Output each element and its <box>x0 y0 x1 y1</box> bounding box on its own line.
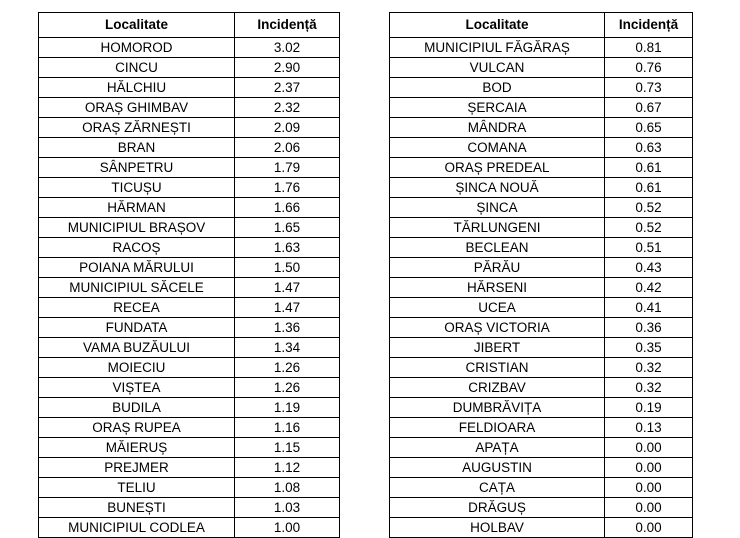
incidence-cell: 0.52 <box>605 198 693 218</box>
table-row <box>39 478 340 498</box>
incidence-cell: 2.06 <box>235 138 340 158</box>
table-row <box>39 358 340 378</box>
table-row <box>39 38 340 58</box>
locality-cell: JIBERT <box>390 338 605 358</box>
table-row <box>390 358 693 378</box>
incidence-cell: 2.32 <box>235 98 340 118</box>
header-incidence: Incidență <box>235 13 340 38</box>
table-row <box>39 338 340 358</box>
incidence-cell: 3.02 <box>235 38 340 58</box>
locality-cell: DRĂGUȘ <box>390 498 605 518</box>
incidence-cell: 1.79 <box>235 158 340 178</box>
locality-cell: ORAȘ GHIMBAV <box>39 98 235 118</box>
table-row <box>390 258 693 278</box>
table-row <box>39 218 340 238</box>
locality-cell: HĂRMAN <box>39 198 235 218</box>
locality-cell: TICUȘU <box>39 178 235 198</box>
incidence-cell: 1.47 <box>235 278 340 298</box>
incidence-cell: 0.36 <box>605 318 693 338</box>
table-row <box>39 418 340 438</box>
table-row <box>39 78 340 98</box>
locality-cell: ORAȘ VICTORIA <box>390 318 605 338</box>
locality-cell: FUNDATA <box>39 318 235 338</box>
table-body-right <box>390 38 693 538</box>
locality-cell: TELIU <box>39 478 235 498</box>
table-row <box>39 438 340 458</box>
locality-cell: TĂRLUNGENI <box>390 218 605 238</box>
table-row <box>39 298 340 318</box>
locality-cell: MUNICIPIUL SĂCELE <box>39 278 235 298</box>
incidence-cell: 0.00 <box>605 458 693 478</box>
table-row <box>39 498 340 518</box>
locality-cell: ȘERCAIA <box>390 98 605 118</box>
table-row <box>390 278 693 298</box>
locality-cell: ȘINCA <box>390 198 605 218</box>
table-row <box>390 58 693 78</box>
table-row <box>39 98 340 118</box>
table-row <box>390 378 693 398</box>
incidence-cell: 0.63 <box>605 138 693 158</box>
locality-cell: AUGUSTIN <box>390 458 605 478</box>
header-row <box>39 13 340 38</box>
incidence-cell: 0.13 <box>605 418 693 438</box>
locality-cell: RECEA <box>39 298 235 318</box>
incidence-cell: 2.37 <box>235 78 340 98</box>
table-row <box>39 118 340 138</box>
table-row <box>390 438 693 458</box>
incidence-cell: 1.47 <box>235 298 340 318</box>
locality-cell: MUNICIPIUL FĂGĂRAȘ <box>390 38 605 58</box>
table-row <box>390 498 693 518</box>
locality-cell: MÂNDRA <box>390 118 605 138</box>
incidence-cell: 0.61 <box>605 158 693 178</box>
table-body-left <box>39 38 340 538</box>
locality-cell: VAMA BUZĂULUI <box>39 338 235 358</box>
header-row <box>390 13 693 38</box>
locality-cell: CRISTIAN <box>390 358 605 378</box>
locality-cell: HOMOROD <box>39 38 235 58</box>
incidence-cell: 1.19 <box>235 398 340 418</box>
incidence-cell: 1.26 <box>235 378 340 398</box>
incidence-cell: 1.08 <box>235 478 340 498</box>
locality-cell: ȘINCA NOUĂ <box>390 178 605 198</box>
locality-cell: DUMBRĂVIȚA <box>390 398 605 418</box>
locality-cell: UCEA <box>390 298 605 318</box>
incidence-table-left <box>38 12 340 538</box>
table-row <box>39 318 340 338</box>
table-row <box>39 458 340 478</box>
table-row <box>39 138 340 158</box>
table-row <box>390 218 693 238</box>
table-row <box>390 518 693 538</box>
locality-cell: MUNICIPIUL CODLEA <box>39 518 235 538</box>
incidence-cell: 0.76 <box>605 58 693 78</box>
locality-cell: BOD <box>390 78 605 98</box>
incidence-cell: 0.19 <box>605 398 693 418</box>
table-row <box>390 238 693 258</box>
incidence-cell: 0.00 <box>605 478 693 498</box>
locality-cell: RACOȘ <box>39 238 235 258</box>
locality-cell: MUNICIPIUL BRAȘOV <box>39 218 235 238</box>
locality-cell: ORAȘ RUPEA <box>39 418 235 438</box>
incidence-cell: 0.32 <box>605 358 693 378</box>
incidence-cell: 0.43 <box>605 258 693 278</box>
locality-cell: CAȚA <box>390 478 605 498</box>
incidence-cell: 0.00 <box>605 498 693 518</box>
table-row <box>390 418 693 438</box>
locality-cell: HĂLCHIU <box>39 78 235 98</box>
table-row <box>39 278 340 298</box>
locality-cell: CRIZBAV <box>390 378 605 398</box>
locality-cell: SÂNPETRU <box>39 158 235 178</box>
table-row <box>39 198 340 218</box>
incidence-cell: 1.65 <box>235 218 340 238</box>
locality-cell: CINCU <box>39 58 235 78</box>
locality-cell: HOLBAV <box>390 518 605 538</box>
locality-cell: BECLEAN <box>390 238 605 258</box>
table-row <box>39 518 340 538</box>
locality-cell: ORAȘ ZĂRNEȘTI <box>39 118 235 138</box>
table-row <box>390 98 693 118</box>
incidence-table-right <box>389 12 693 538</box>
table-row <box>390 198 693 218</box>
table-row <box>390 138 693 158</box>
incidence-cell: 1.76 <box>235 178 340 198</box>
incidence-cell: 0.00 <box>605 518 693 538</box>
locality-cell: POIANA MĂRULUI <box>39 258 235 278</box>
incidence-cell: 0.52 <box>605 218 693 238</box>
incidence-cell: 1.16 <box>235 418 340 438</box>
header-incidence: Incidență <box>605 13 693 38</box>
locality-cell: HĂRSENI <box>390 278 605 298</box>
locality-cell: MOIECIU <box>39 358 235 378</box>
table-row <box>390 78 693 98</box>
locality-cell: ORAȘ PREDEAL <box>390 158 605 178</box>
locality-cell: BUDILA <box>39 398 235 418</box>
incidence-cell: 0.32 <box>605 378 693 398</box>
locality-cell: VULCAN <box>390 58 605 78</box>
incidence-cell: 2.09 <box>235 118 340 138</box>
locality-cell: BRAN <box>39 138 235 158</box>
table-row <box>39 238 340 258</box>
incidence-cell: 1.00 <box>235 518 340 538</box>
table-row <box>390 178 693 198</box>
incidence-cell: 0.61 <box>605 178 693 198</box>
table-row <box>39 178 340 198</box>
table-row <box>39 58 340 78</box>
incidence-cell: 1.26 <box>235 358 340 378</box>
incidence-cell: 1.12 <box>235 458 340 478</box>
table-row <box>39 398 340 418</box>
table-row <box>390 298 693 318</box>
table-row <box>390 338 693 358</box>
table-row <box>390 118 693 138</box>
locality-cell: APAȚA <box>390 438 605 458</box>
header-locality: Localitate <box>39 13 235 38</box>
incidence-cell: 0.41 <box>605 298 693 318</box>
table-row <box>39 258 340 278</box>
incidence-cell: 1.03 <box>235 498 340 518</box>
table-row <box>390 318 693 338</box>
incidence-cell: 0.65 <box>605 118 693 138</box>
table-row <box>390 38 693 58</box>
table-row <box>390 458 693 478</box>
locality-cell: MĂIERUȘ <box>39 438 235 458</box>
incidence-cell: 1.63 <box>235 238 340 258</box>
table-row <box>39 158 340 178</box>
table-row <box>390 398 693 418</box>
header-locality: Localitate <box>390 13 605 38</box>
incidence-cell: 1.50 <box>235 258 340 278</box>
incidence-cell: 0.67 <box>605 98 693 118</box>
locality-cell: FELDIOARA <box>390 418 605 438</box>
locality-cell: BUNEȘTI <box>39 498 235 518</box>
incidence-cell: 0.42 <box>605 278 693 298</box>
incidence-cell: 0.35 <box>605 338 693 358</box>
table-row <box>390 158 693 178</box>
incidence-cell: 1.36 <box>235 318 340 338</box>
incidence-cell: 0.00 <box>605 438 693 458</box>
table-row <box>390 478 693 498</box>
table-row <box>39 378 340 398</box>
locality-cell: PĂRĂU <box>390 258 605 278</box>
incidence-cell: 2.90 <box>235 58 340 78</box>
incidence-cell: 1.34 <box>235 338 340 358</box>
incidence-cell: 0.81 <box>605 38 693 58</box>
incidence-cell: 1.15 <box>235 438 340 458</box>
locality-cell: VIȘTEA <box>39 378 235 398</box>
locality-cell: PREJMER <box>39 458 235 478</box>
incidence-cell: 1.66 <box>235 198 340 218</box>
incidence-cell: 0.51 <box>605 238 693 258</box>
locality-cell: COMANA <box>390 138 605 158</box>
incidence-cell: 0.73 <box>605 78 693 98</box>
